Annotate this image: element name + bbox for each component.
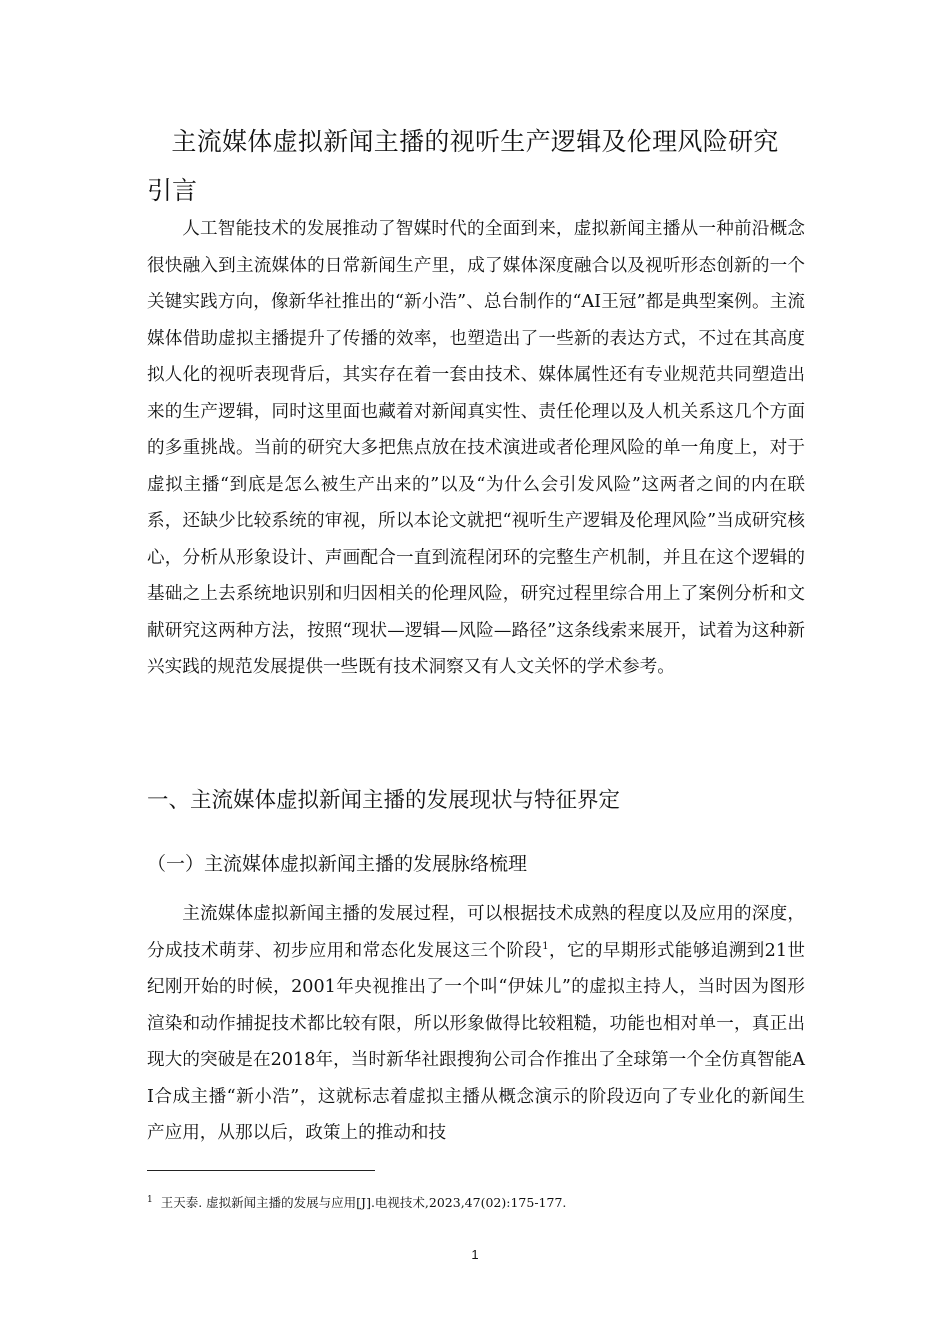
page-number: 1 <box>471 1247 479 1262</box>
subsection-1-heading: （一）主流媒体虚拟新闻主播的发展脉络梳理 <box>147 853 528 875</box>
section-1-paragraph-part-2: ，它的早期形式能够追溯到21世纪刚开始的时候，2001年央视推出了一个叫“伊妹儿”的虚拟主持人，当时因为图形渲染和动作捕捉技术都比较有限，所以形象做得比较粗糙，功能也相对单一，真正出现大的突破是在2018年，当时新华社跟搜狗公司合作推出了全球第一个全仿真智能AI合成主播“新小浩”，这就标志着虚拟主播从概念演示的阶段迈向了专业化的新闻生产应用，从那以后，政策上的推动和技 <box>147 940 805 1143</box>
section-1-paragraph-part-1: 主流媒体虚拟新闻主播的发展过程，可以根据技术成熟的程度以及应用的深度，分成技术萌芽、初步应用和常态化发展这三个阶段 <box>147 904 805 961</box>
footnote <box>147 1194 827 1212</box>
paper-title: 主流媒体虚拟新闻主播的视听生产逻辑及伦理风险研究 <box>171 127 779 156</box>
section-1-paragraph <box>147 896 805 1152</box>
footnote-separator <box>147 1170 375 1171</box>
section-1-heading: 一、主流媒体虚拟新闻主播的发展现状与特征界定 <box>147 788 621 813</box>
intro-paragraph: 人工智能技术的发展推动了智媒时代的全面到来，虚拟新闻主播从一种前沿概念很快融入到主流媒体的日常新闻生产里，成了媒体深度融合以及视听形态创新的一个关键实践方向，像新华社推出的“新小浩”、总台制作的“AI王冠”都是典型案例。主流媒体借助虚拟主播提升了传播的效率，也塑造出了一些新的表达方式，不过在其高度拟人化的视听表现背后，其实存在着一套由技术、媒体属性还有专业规范共同塑造出来的生产逻辑，同时这里面也藏着对新闻真实性、责任伦理以及人机关系这几个方面的多重挑战。当前的研究大多把焦点放在技术演进或者伦理风险的单一角度上，对于虚拟主播“到底是怎么被生产出来的”以及“为什么会引发风险”这两者之间的内在联系，还缺少比较系统的审视，所以本论文就把“视听生产逻辑及伦理风险”当成研究核心，分析从形象设计、声画配合一直到流程闭环的完整生产机制，并且在这个逻辑的基础之上去系统地识别和归因相关的伦理风险，研究过程里综合用上了案例分析和文献研究这两种方法，按照“现状—逻辑—风险—路径”这条线索来展开，试着为这种新兴实践的规范发展提供一些既有技术洞察又有人文关怀的学术参考。 <box>147 219 805 677</box>
footnote-reference[interactable]: 1 <box>542 940 549 952</box>
footnote-number: 1 <box>147 1194 153 1205</box>
intro-heading: 引言 <box>147 176 198 205</box>
footnote-text: 王天泰. 虚拟新闻主播的发展与应用[J].电视技术,2023,47(02):175-177. <box>160 1195 567 1210</box>
